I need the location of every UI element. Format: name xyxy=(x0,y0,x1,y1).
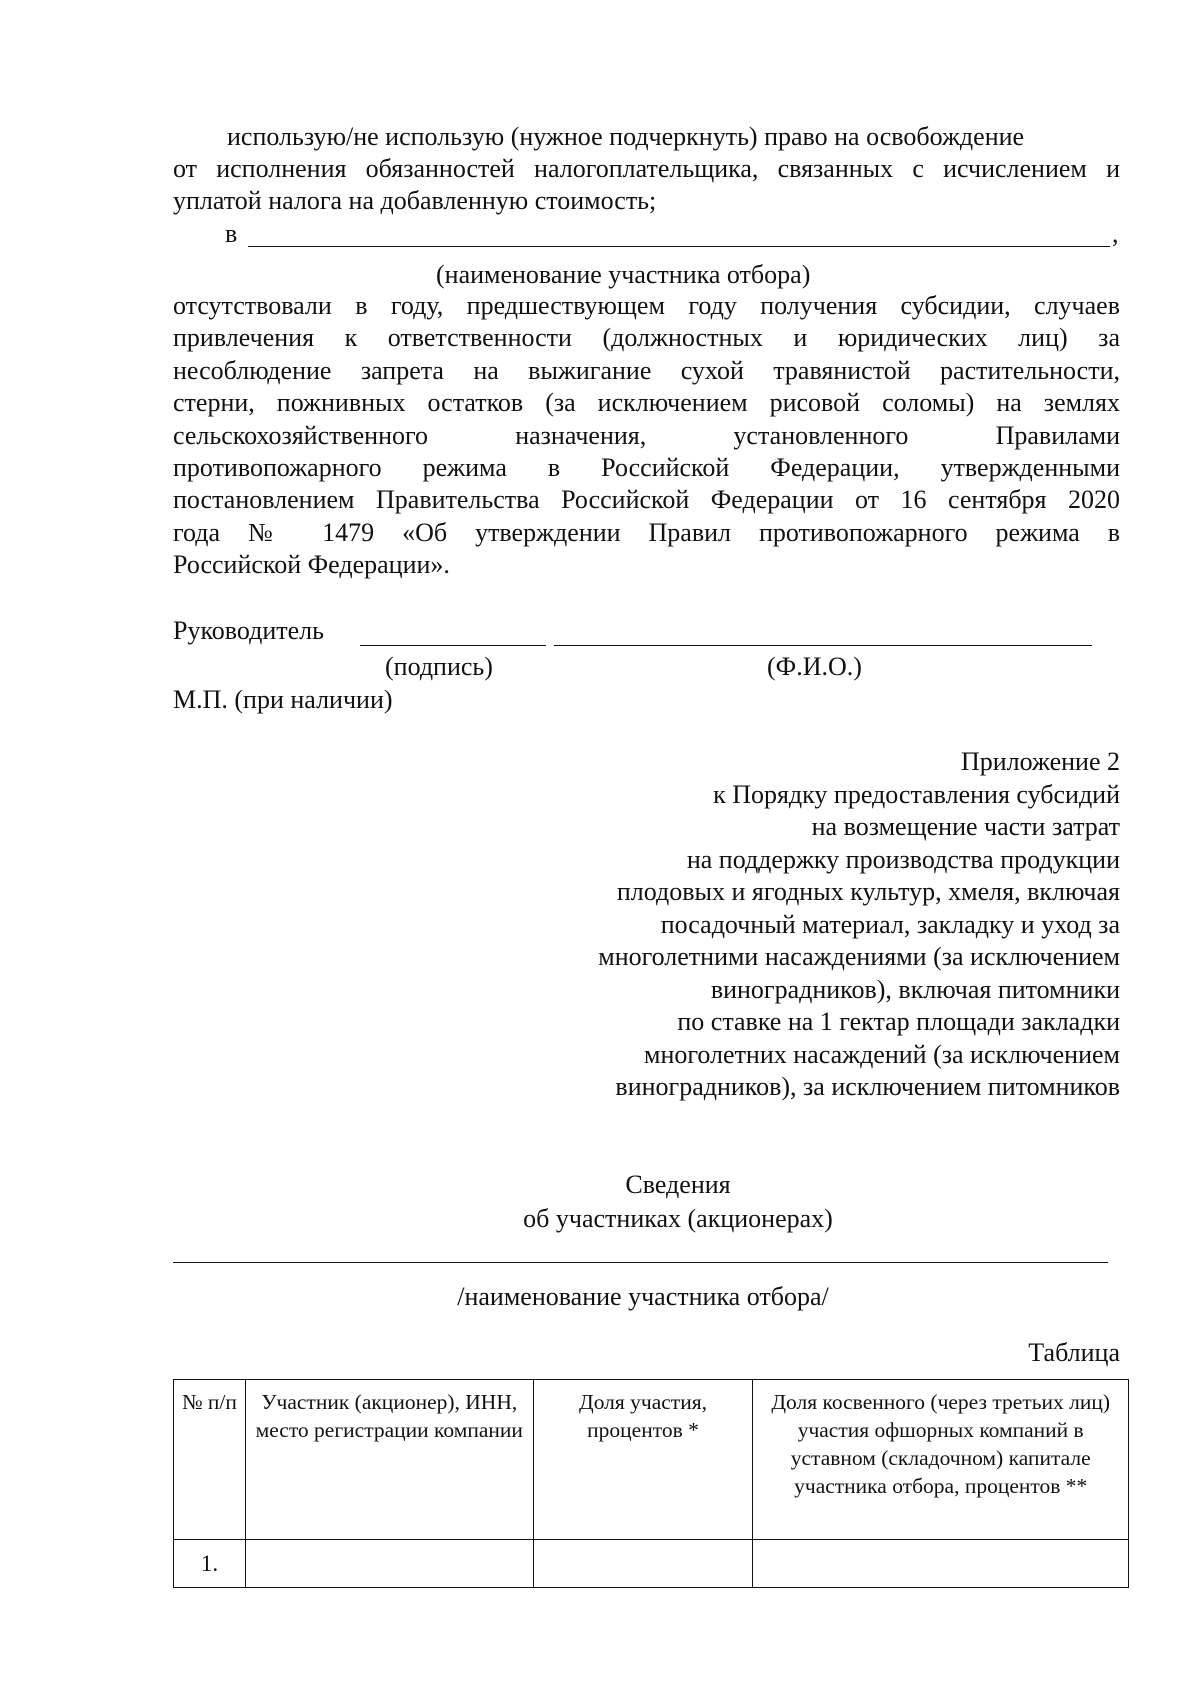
table-row xyxy=(174,1540,1129,1588)
appendix-heading xyxy=(480,746,1120,1104)
seal-label: М.П. (при наличии) xyxy=(173,685,393,714)
col-header-offshore-share: Доля косвенного (через третьих лиц) участия офшорных компаний в уставном (складочном) капитале участника отбора, процентов ** xyxy=(753,1380,1129,1540)
participant-name-caption: (наименование участника отбора) xyxy=(436,260,811,289)
selection-name-caption: /наименование участника отбора/ xyxy=(457,1282,829,1311)
selection-name-blank xyxy=(173,1262,1108,1263)
full-name-caption: (Ф.И.О.) xyxy=(767,652,862,681)
absence-line: привлечения к ответственности (должностных и юридических лиц) за xyxy=(173,323,1120,353)
absence-line: несоблюдение запрета на выжигание сухой травянистой растительности, xyxy=(173,355,1120,385)
absence-paragraph xyxy=(173,290,1120,582)
absence-line: года № 1479 «Об утверждении Правил противопожарного режима в xyxy=(173,517,1120,547)
head-label: Руководитель xyxy=(173,616,324,645)
intro-line-3: уплатой налога на добавленную стоимость; xyxy=(173,186,657,216)
appendix-line: по ставке на 1 гектар площади закладки xyxy=(677,1007,1120,1036)
signature-caption: (подпись) xyxy=(385,652,493,681)
appendix-line: плодовых и ягодных культур, хмеля, включая xyxy=(616,877,1120,906)
appendix-line: многолетних насаждений (за исключением xyxy=(644,1039,1120,1069)
absence-line: стерни, пожнивных остатков (за исключением рисовой соломы) на землях xyxy=(173,388,1120,418)
appendix-line: посадочный материал, закладку и уход за xyxy=(660,909,1120,939)
full-name-blank xyxy=(554,645,1092,646)
appendix-line: на поддержку производства продукции xyxy=(686,844,1120,874)
table-cell: 1. xyxy=(174,1540,246,1588)
appendix-line: Приложение 2 xyxy=(960,747,1120,776)
appendix-line: виноградников), за исключением питомников xyxy=(615,1072,1120,1101)
intro-line-1: использую/не использую (нужное подчеркнуть) право на освобождение xyxy=(227,122,1025,151)
appendix-line: к Порядку предоставления субсидий xyxy=(713,779,1120,809)
appendix-line: на возмещение части затрат xyxy=(811,812,1120,841)
table-cell xyxy=(533,1540,753,1588)
absence-line: сельскохозяйственного назначения, установленного Правилами xyxy=(173,420,1120,450)
absence-line: противопожарного режима в Российской Федерации, утвержденными xyxy=(173,452,1120,482)
col-header-number: № п/п xyxy=(174,1380,246,1540)
intro-continuation xyxy=(173,153,1120,218)
participant-name-blank xyxy=(248,246,1110,247)
table-cell xyxy=(753,1540,1129,1588)
absence-line: отсутствовали в году, предшествующем году получения субсидии, случаев xyxy=(173,291,1120,320)
table-label: Таблица xyxy=(1028,1338,1120,1367)
table-header-row xyxy=(174,1380,1129,1540)
title-line-1: Сведения xyxy=(625,1170,731,1199)
in-suffix: , xyxy=(1112,219,1119,248)
title-line-2: об участниках (акционерах) xyxy=(523,1204,833,1233)
participants-table xyxy=(173,1379,1129,1588)
absence-line: постановлением Правительства Российской Федерации от 16 сентября 2020 xyxy=(173,485,1120,515)
document-title xyxy=(173,1168,1183,1236)
appendix-line: многолетними насаждениями (за исключением xyxy=(598,942,1120,971)
col-header-participant: Участник (акционер), ИНН, место регистрации компании xyxy=(245,1380,533,1540)
intro-line-2: от исполнения обязанностей налогоплательщика, связанных с исчислением и xyxy=(173,154,1120,183)
absence-line: Российской Федерации». xyxy=(173,550,450,580)
in-prefix: в xyxy=(225,219,238,248)
col-header-share: Доля участия, процентов * xyxy=(533,1380,753,1540)
signature-blank xyxy=(360,645,546,646)
table-cell xyxy=(245,1540,533,1588)
appendix-line: виноградников), включая питомники xyxy=(710,974,1120,1004)
